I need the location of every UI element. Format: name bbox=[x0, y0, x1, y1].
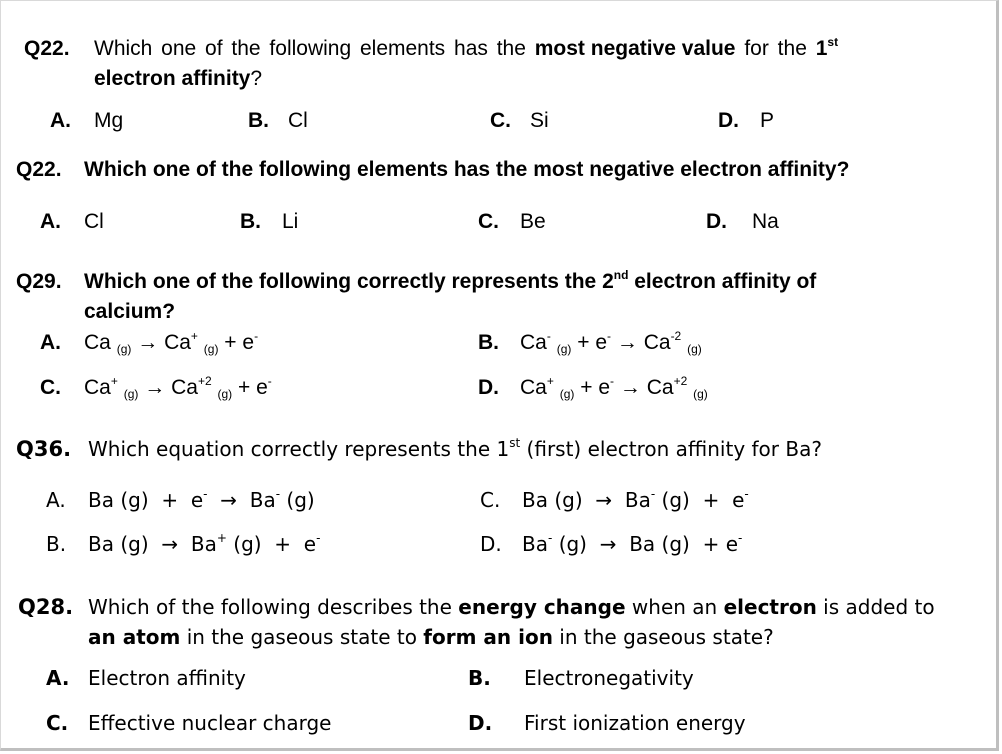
option-d-equation[interactable]: Ca+ $_{(g)} + e^- \to Ca^{+2}$ $_{(g)}$ bbox=[520, 374, 708, 401]
option-c-text[interactable]: Be bbox=[520, 210, 546, 233]
question-text-line1: Which one of the following correctly represents the 2nd electron affinity of bbox=[84, 268, 817, 293]
option-c-equation[interactable]: Ca+ $_{(g)} \to Ca^{+2}$ $_{(g)}$ + e- bbox=[84, 374, 272, 401]
option-c-letter: C. bbox=[40, 376, 61, 399]
option-c-letter: C. bbox=[46, 711, 69, 735]
option-b-letter: B. bbox=[468, 666, 491, 690]
option-d-text[interactable]: P bbox=[760, 109, 775, 132]
option-d-letter: D. bbox=[478, 376, 499, 399]
option-d-text[interactable]: Na bbox=[752, 210, 779, 233]
option-b-equation[interactable]: Ca- $_{(g)} + e^- \to Ca^{-2}$ $_{(g)}$ bbox=[520, 329, 702, 356]
option-a-letter: A. bbox=[40, 210, 61, 233]
option-a-letter: A. bbox=[50, 109, 71, 132]
option-c-text[interactable]: Effective nuclear charge bbox=[88, 711, 332, 735]
option-b-text[interactable]: Electronegativity bbox=[524, 666, 694, 690]
question-number: Q28. bbox=[18, 595, 74, 619]
option-a-letter: A. bbox=[40, 331, 61, 354]
question-number: Q36. bbox=[16, 437, 72, 461]
option-b-letter: B. bbox=[46, 532, 67, 556]
option-c-letter: C. bbox=[490, 109, 511, 132]
option-b-letter: B. bbox=[478, 331, 499, 354]
option-a-letter: A. bbox=[46, 488, 66, 512]
question-text: Which one of the following elements has the most negative electron affinity? bbox=[84, 158, 850, 181]
option-b-text[interactable]: Li bbox=[282, 210, 299, 233]
question-number: Q29. bbox=[16, 270, 62, 293]
option-b-letter: B. bbox=[248, 109, 269, 132]
question-text-line1: Which one of the following elements has the most negative value for the 1st bbox=[94, 35, 839, 60]
option-d-equation[interactable]: Ba- (g) → Ba (g) + e- bbox=[522, 531, 743, 556]
option-a-equation[interactable]: Ca $_{(g)}$ → Ca+ $_{(g)}$ + e- bbox=[84, 329, 259, 356]
option-a-text[interactable]: Mg bbox=[94, 109, 124, 132]
option-d-letter: D. bbox=[718, 109, 739, 132]
option-c-text[interactable]: Si bbox=[530, 109, 549, 132]
option-b-equation[interactable]: Ba (g) → Ba+ (g) + e- bbox=[88, 531, 321, 556]
option-a-letter: A. bbox=[46, 666, 70, 690]
question-text: Which equation correctly represents the 1st (first) electron affinity for Ba? bbox=[88, 436, 822, 461]
option-a-equation[interactable]: Ba (g) + e- → Ba- (g) bbox=[88, 487, 315, 512]
question-number: Q22. bbox=[24, 37, 70, 60]
option-d-letter: D. bbox=[468, 711, 493, 735]
option-b-letter: B. bbox=[240, 210, 261, 233]
question-text-line1: Which of the following describes the energy change when an electron is added to bbox=[88, 595, 935, 619]
option-b-text[interactable]: Cl bbox=[288, 109, 308, 132]
option-d-letter: D. bbox=[480, 532, 502, 556]
question-text-line2: electron affinity? bbox=[94, 67, 263, 90]
option-a-text[interactable]: Electron affinity bbox=[88, 666, 246, 690]
option-d-letter: D. bbox=[706, 210, 727, 233]
question-text-line2: calcium? bbox=[84, 300, 176, 323]
question-text-line2: an atom in the gaseous state to form an ion in the gaseous state? bbox=[88, 625, 774, 649]
option-c-equation[interactable]: Ba (g) → Ba- (g) + e- bbox=[522, 487, 749, 512]
option-a-text[interactable]: Cl bbox=[84, 210, 104, 233]
option-c-letter: C. bbox=[478, 210, 499, 233]
question-number: Q22. bbox=[16, 158, 62, 181]
option-d-text[interactable]: First ionization energy bbox=[524, 711, 746, 735]
option-c-letter: C. bbox=[480, 488, 501, 512]
